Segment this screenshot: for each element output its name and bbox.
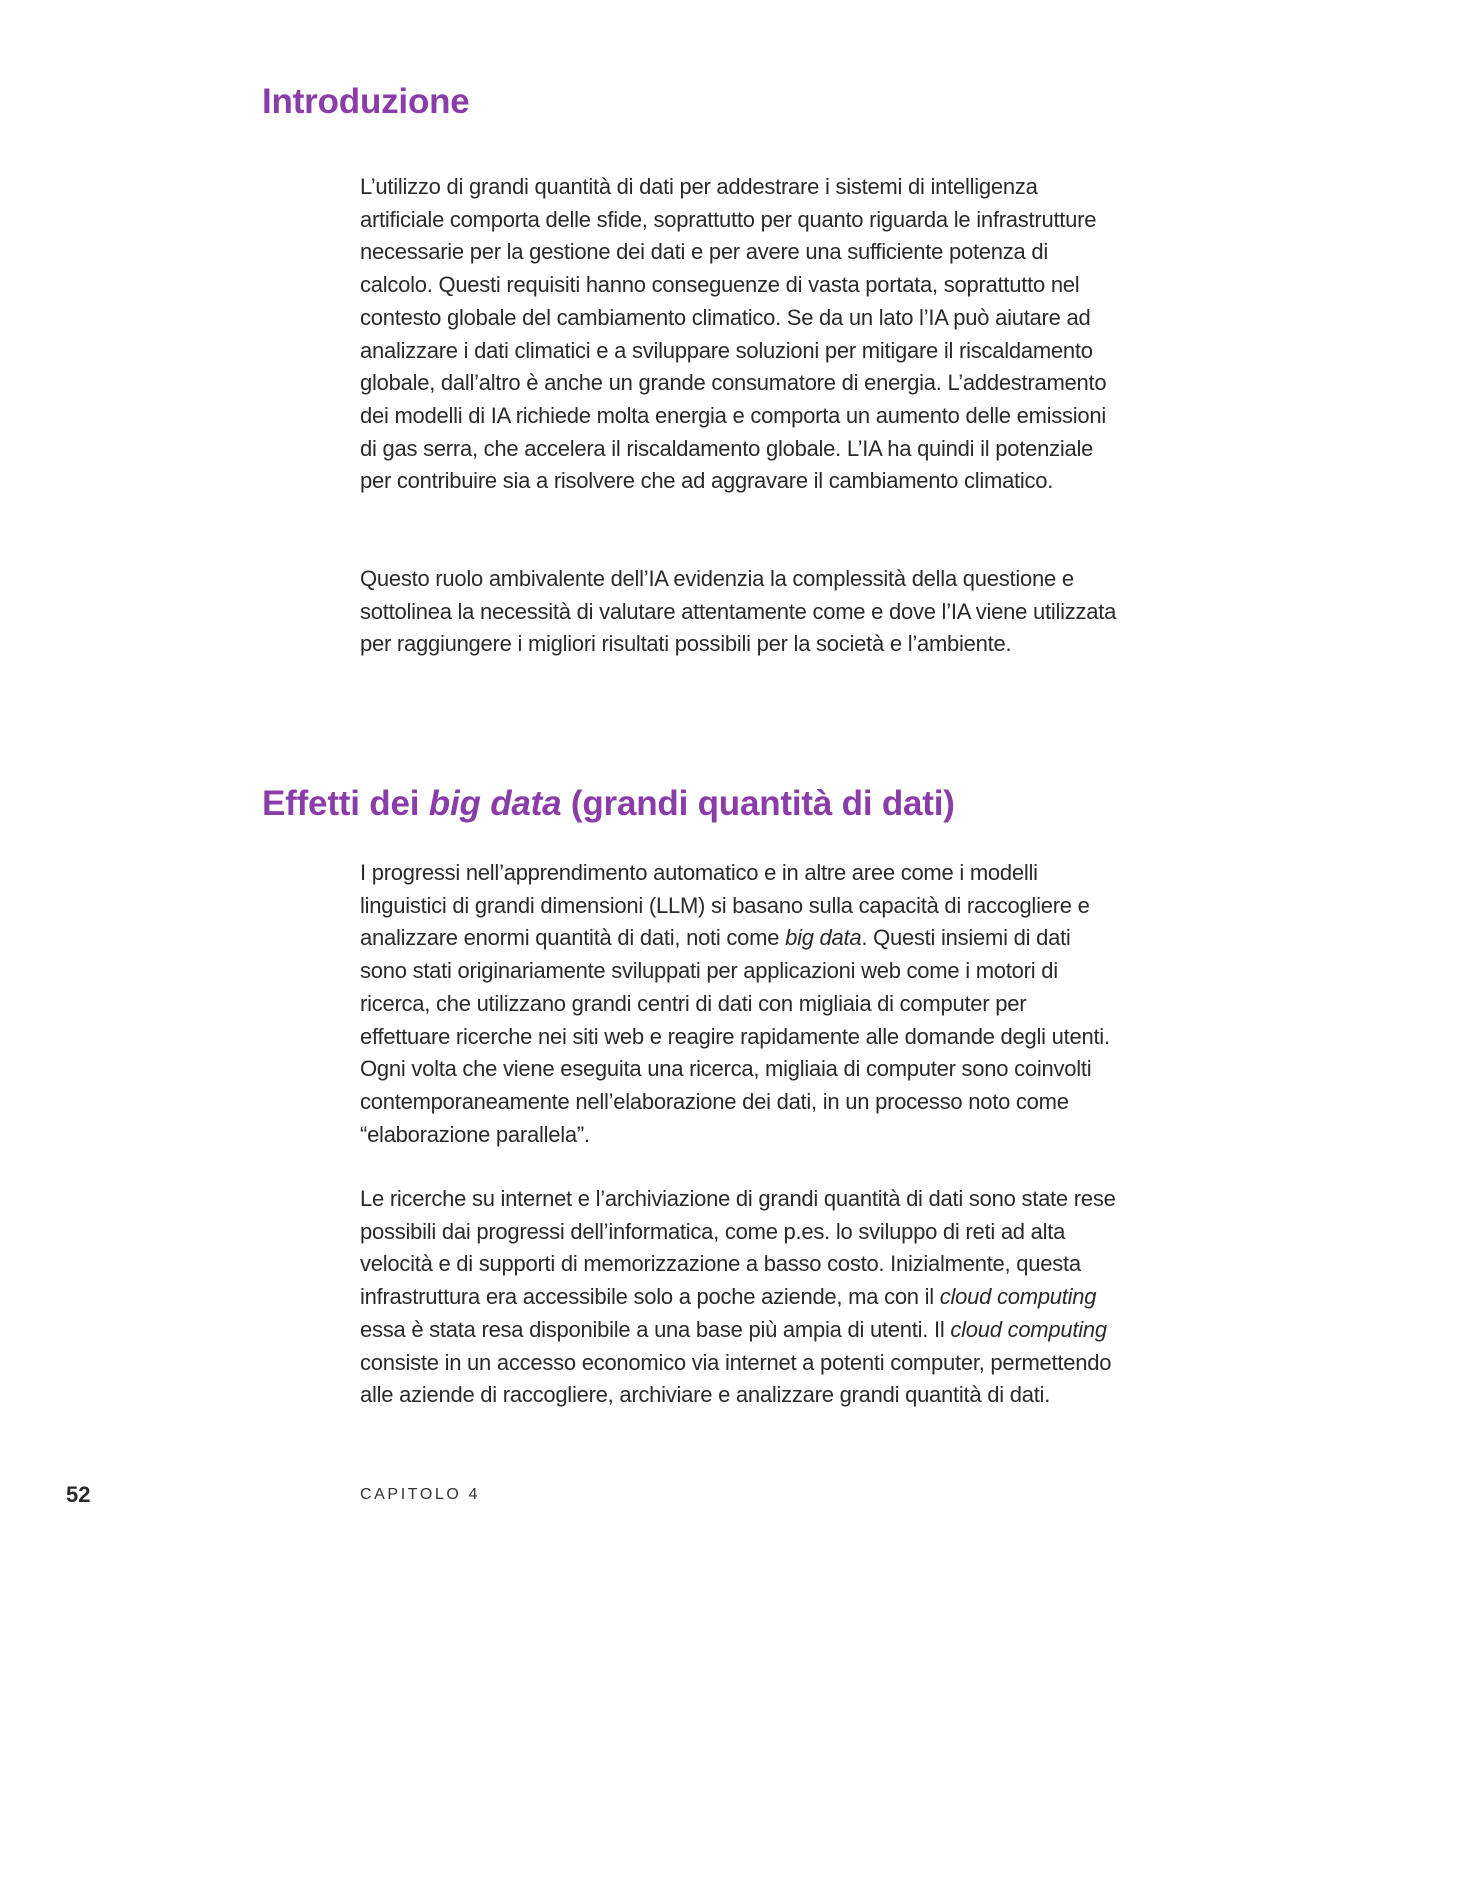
intro-paragraph-1 [360,171,1120,498]
text-run: consiste in un accesso economico via internet a potenti computer, permettendo alle aziende di raccogliere, archiviare e analizzare grandi quantità di dati. [360,1349,1112,1408]
section-heading-big-data [262,782,955,826]
big-data-paragraph-1 [360,857,1120,1151]
text-run: . Questi insiemi di dati sono stati originariamente sviluppati per applicazioni web come i motori di ricerca, che utilizzano grandi centri di dati con migliaia di computer per effettuare ricerche nei siti web e reagire rapidamente alle domande degli utenti. Ogni volta che viene eseguita una ricerca, migliaia di computer sono coinvolti contemporaneamente nell’elaborazione dei dati, in un processo noto come “elaborazione parallela”. [360,925,1110,1147]
intro-paragraph-2 [360,563,1120,661]
paragraph-text [360,1183,1120,1412]
paragraph-text: Questo ruolo ambivalente dell’IA evidenzia la complessità della questione e sottolinea la necessità di valutare attentamente come e dove l’IA viene utilizzata per raggiungere i migliori risultati possibili per la società e l’ambiente. [360,566,1117,657]
chapter-label: CAPITOLO 4 [360,1486,480,1503]
heading-suffix: (grandi quantità di dati) [561,784,955,823]
emphasis-cloud-computing: cloud computing [939,1284,1097,1310]
emphasis-big-data: big data [785,925,862,951]
text-run: I progressi nell’apprendimento automatico e in altre aree come i modelli linguistici di grandi dimensioni (LLM) si basano sulla capacità di raccogliere e analizzare enormi quantità di dati, noti come [360,860,1090,951]
big-data-paragraph-2 [360,1183,1120,1412]
page-number: 52 [66,1482,91,1507]
heading-italic: big data [428,784,562,823]
emphasis-cloud-computing: cloud computing [950,1316,1107,1342]
section-heading-introduzione [262,80,470,124]
heading-text: Introduzione [262,82,470,121]
text-run: Le ricerche su internet e l’archiviazione di grandi quantità di dati sono state rese possibili dai progressi dell’informatica, come p.es. lo sviluppo di reti ad alta velocità e di supporti di memorizzazione a basso costo. Inizialmente, questa infrastruttura era accessibile solo a poche aziende, ma con il [360,1186,1116,1310]
paragraph-text: L’utilizzo di grandi quantità di dati per addestrare i sistemi di intelligenza artificiale comporta delle sfide, soprattutto per quanto riguarda le infrastrutture necessarie per la gestione dei dati e per avere una sufficiente potenza di calcolo. Questi requisiti hanno conseguenze di vasta portata, soprattutto nel contesto globale del cambiamento climatico. Se da un lato l’IA può aiutare ad analizzare i dati climatici e a sviluppare soluzioni per mitigare il riscaldamento globale, dall’altro è anche un grande consumatore di energia. L’addestramento dei modelli di IA richiede molta energia e comporta un aumento delle emissioni di gas serra, che accelera il riscaldamento globale. L’IA ha quindi il potenziale per contribuire sia a risolvere che ad aggravare il cambiamento climatico. [360,174,1107,494]
heading-prefix: Effetti dei [262,784,429,823]
text-run: essa è stata resa disponibile a una base più ampia di utenti. Il [360,1316,951,1342]
paragraph-text [360,857,1120,1151]
